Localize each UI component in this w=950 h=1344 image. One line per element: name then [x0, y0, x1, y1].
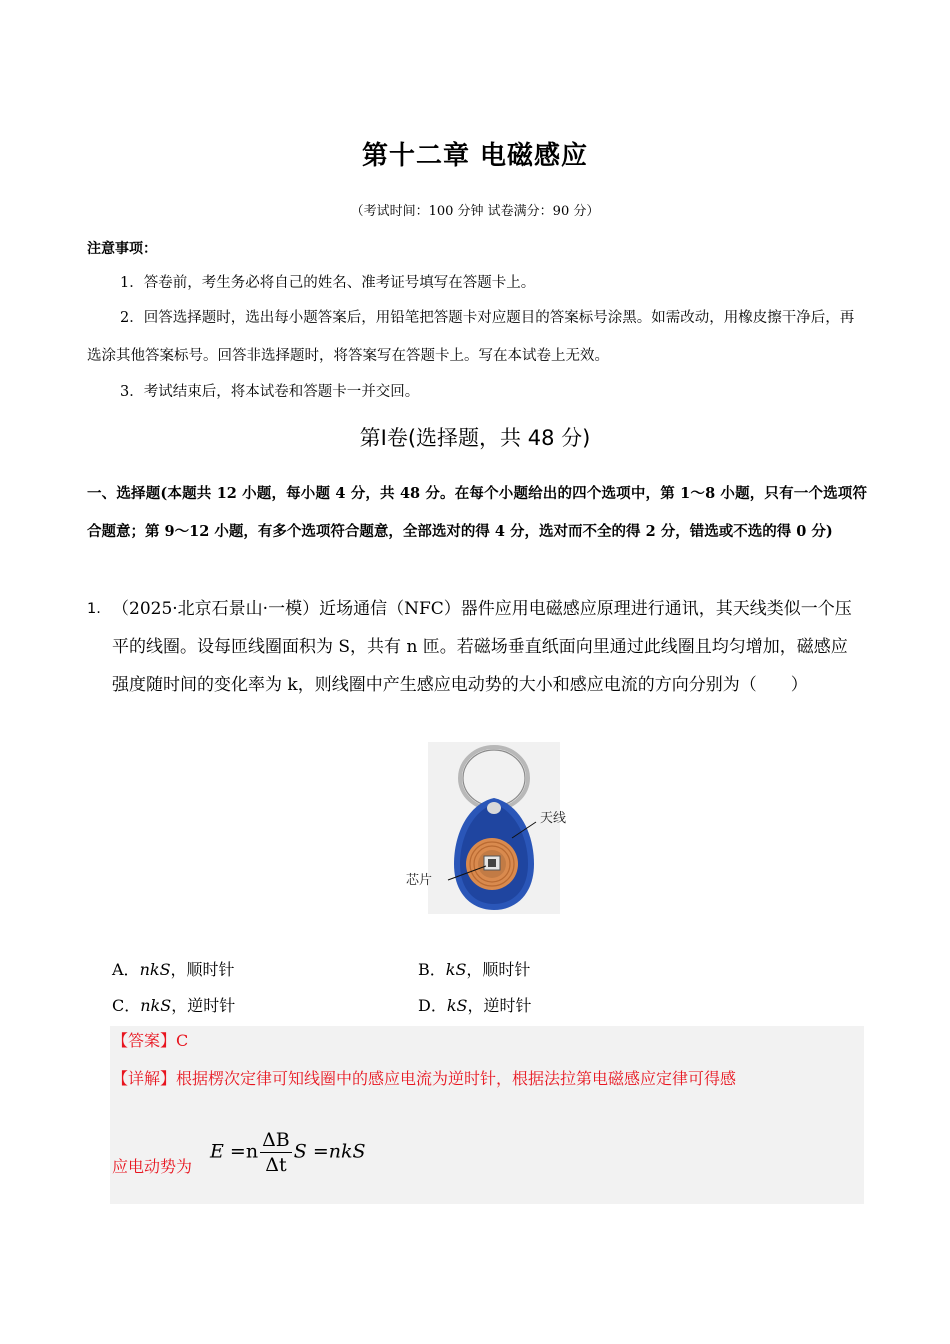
nfc-keychain-photo [406, 742, 567, 914]
detail-label: 【详解】 [112, 1069, 177, 1088]
option-text: ，逆时针 [171, 996, 236, 1015]
question-number: 1. [87, 601, 101, 617]
option-text: ，顺时针 [466, 960, 531, 979]
answer-line [112, 1028, 188, 1051]
antenna-label: 天线 [540, 811, 567, 826]
page-title: 第十二章 电磁感应 [361, 141, 589, 171]
option-a [112, 957, 235, 980]
detail-line [112, 1066, 864, 1089]
option-c [112, 993, 235, 1016]
option-value: nkS [139, 960, 171, 979]
answer-value: C [176, 1031, 189, 1050]
volume-title: 第Ⅰ卷(选择题，共 48 分) [359, 426, 591, 450]
formula-eq2: =nkS [306, 1140, 366, 1163]
notice-item-3: 3．考试结束后，将本试卷和答题卡一并交回。 [120, 384, 420, 400]
formula-numerator: ΔB [262, 1129, 290, 1151]
answer-panel [110, 1026, 864, 1204]
option-value: nkS [140, 996, 172, 1015]
option-b [418, 957, 530, 980]
formula-lhs: E [210, 1140, 224, 1163]
emf-formula [210, 1128, 366, 1177]
answer-label: 【答案】 [112, 1031, 177, 1050]
option-letter: A． [112, 960, 140, 979]
option-letter: D． [418, 996, 447, 1015]
detail-text: 根据楞次定律可知线圈中的感应电流为逆时针，根据法拉第电磁感应定律可得感 [176, 1069, 737, 1088]
option-letter: B． [418, 960, 446, 979]
question-text: （2025·北京石景山·一模）近场通信（NFC）器件应用电磁感应原理进行通讯，其天线类似一个压平的线圈。设每匝线圈面积为 S，共有 n 匝。若磁场垂直纸面向里通过此线圈且均匀增加，磁感应强度随时间的变化率为 k，则线圈中产生感应电动势的大小和感应电流的方向分别为（ ） [112, 599, 852, 695]
option-d [418, 993, 532, 1016]
formula-denominator: Δt [265, 1154, 287, 1176]
notice-item-2: 2．回答选择题时，选出每小题答案后，用铅笔把答题卡对应题目的答案标号涂黑。如需改动，用橡皮擦干净后，再选涂其他答案标号。回答非选择题时，将答案写在答题卡上。写在本试卷上无效。 [87, 310, 855, 364]
nfc-keychain-illustration [406, 742, 567, 914]
option-text: ，逆时针 [467, 996, 532, 1015]
exam-info: （考试时间：100 分钟 试卷满分：90 分） [350, 204, 600, 219]
formula-fraction [260, 1128, 292, 1177]
option-value: kS [446, 996, 468, 1015]
option-value: kS [445, 960, 467, 979]
formula-eq1: =n [223, 1140, 259, 1163]
section-heading: 一、选择题(本题共 12 小题，每小题 4 分，共 48 分。在每个小题给出的四个选项中，第 1～8 小题，只有一个选项符合题意；第 9～12 小题，有多个选项符合题意，全部选对的得 4 分，选对而不全的得 2 分，错选或不选的得 0 分) [87, 485, 867, 540]
formula-s: S [293, 1140, 307, 1163]
detail-continuation: 应电动势为 [112, 1157, 193, 1176]
chip-label: 芯片 [406, 873, 433, 888]
notice-item-1: 1．答卷前，考生务必将自己的姓名、准考证号填写在答题卡上。 [120, 275, 536, 291]
option-text: ，顺时针 [170, 960, 235, 979]
notice-heading: 注意事项： [87, 241, 157, 257]
option-letter: C． [112, 996, 141, 1015]
